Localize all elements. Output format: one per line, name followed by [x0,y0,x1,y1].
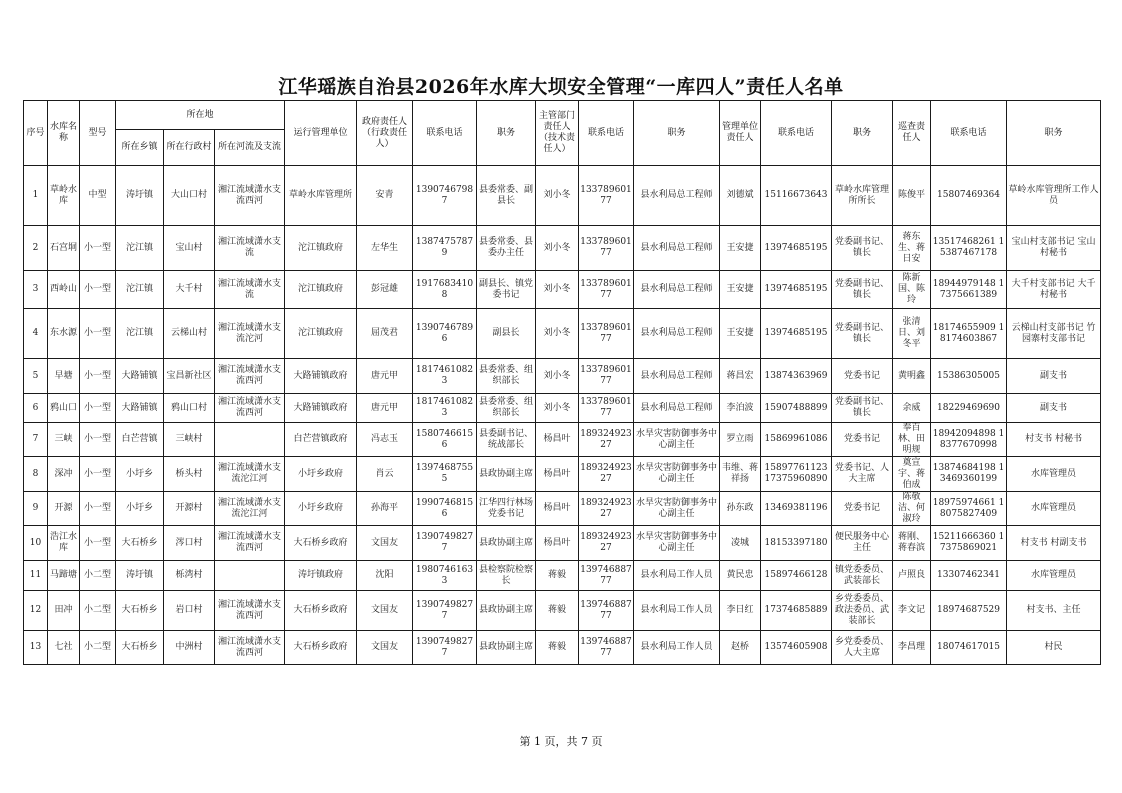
cell-patrol-phone: 18942094898 18377670998 [931,423,1007,457]
cell-patrol-person: 奉百林、田明规 [893,423,931,457]
cell-unit-phone: 13574605908 [761,631,832,665]
cell-unit-phone: 17374685889 [761,591,832,631]
cell-reservoir-name: 深冲 [48,457,80,492]
cell-village: 开源村 [164,492,215,526]
cell-patrol-phone: 18174655909 18174603867 [931,309,1007,359]
cell-patrol-duty: 大千村支部书记 大千村秘书 [1007,271,1101,309]
cell-dept-duty: 县水利局工作人员 [634,591,720,631]
cell-patrol-duty: 副支书 [1007,359,1101,394]
cell-village: 岩口村 [164,591,215,631]
cell-dept-duty: 水旱灾害防御事务中心副主任 [634,492,720,526]
header-type: 型号 [80,101,116,166]
cell-type: 小二型 [80,561,116,591]
cell-operator: 沱江镇政府 [285,226,357,271]
header-patrol-person: 巡查责任人 [893,101,931,166]
cell-dept-phone: 13378960177 [579,394,634,423]
cell-seq: 4 [24,309,48,359]
header-gov-phone: 联系电话 [413,101,477,166]
cell-reservoir-name: 西岭山 [48,271,80,309]
cell-seq: 3 [24,271,48,309]
cell-dept-duty: 县水利局工作人员 [634,631,720,665]
cell-dept-person: 刘小冬 [536,166,579,226]
cell-gov-duty: 县委常委、副县长 [477,166,536,226]
cell-unit-duty: 乡党委委员、政法委员、武装部长 [832,591,893,631]
cell-seq: 10 [24,526,48,561]
cell-type: 小一型 [80,457,116,492]
cell-river: 湘江流域潇水支流西河 [215,631,285,665]
cell-river: 湘江流域潇水支流西河 [215,166,285,226]
cell-patrol-person: 蒋刚、蒋春滨 [893,526,931,561]
header-reservoir-name: 水库名称 [48,101,80,166]
cell-village: 栎湾村 [164,561,215,591]
cell-river: 湘江流域潇水支流西河 [215,526,285,561]
cell-unit-person: 孙东政 [720,492,761,526]
cell-township: 大路铺镇 [116,394,164,423]
cell-seq: 1 [24,166,48,226]
cell-reservoir-name: 田冲 [48,591,80,631]
cell-reservoir-name: 七社 [48,631,80,665]
cell-patrol-person: 陈新国、陈玲 [893,271,931,309]
cell-unit-duty: 党委书记、人大主席 [832,457,893,492]
cell-seq: 5 [24,359,48,394]
cell-unit-phone: 13469381196 [761,492,832,526]
cell-seq: 6 [24,394,48,423]
cell-village: 鸦山口村 [164,394,215,423]
cell-gov-person: 冯志玉 [357,423,413,457]
cell-patrol-duty: 草岭水库管理所工作人员 [1007,166,1101,226]
cell-unit-phone: 13974685195 [761,226,832,271]
cell-unit-person: 黄民忠 [720,561,761,591]
cell-village: 涔口村 [164,526,215,561]
document-title: 江华瑶族自治县2026年水库大坝安全管理“一库四人”责任人名单 [278,76,844,98]
cell-dept-duty: 水旱灾害防御事务中心副主任 [634,423,720,457]
cell-gov-person: 屈茂君 [357,309,413,359]
cell-gov-phone: 13907467896 [413,309,477,359]
cell-reservoir-name: 浩江水库 [48,526,80,561]
cell-gov-phone: 13907498277 [413,526,477,561]
cell-gov-person: 文国友 [357,591,413,631]
table-row [24,394,1101,423]
cell-patrol-phone: 18975974661 18075827409 [931,492,1007,526]
cell-gov-phone: 13907498277 [413,591,477,631]
cell-township: 沱江镇 [116,271,164,309]
cell-dept-duty: 县水利局总工程师 [634,394,720,423]
cell-operator: 白芒营镇政府 [285,423,357,457]
table-row [24,561,1101,591]
responsibility-table [23,100,1101,665]
cell-village: 宝山村 [164,226,215,271]
table-body [24,166,1101,665]
cell-gov-duty: 县政协副主席 [477,591,536,631]
cell-type: 小二型 [80,591,116,631]
cell-village: 宝昌新社区 [164,359,215,394]
cell-type: 小一型 [80,423,116,457]
cell-reservoir-name: 东水源 [48,309,80,359]
cell-river: 湘江流域潇水支流沱江河 [215,492,285,526]
cell-unit-person: 王安捷 [720,271,761,309]
cell-dept-person: 杨昌叶 [536,423,579,457]
cell-patrol-person: 陈俊平 [893,166,931,226]
cell-village: 大山口村 [164,166,215,226]
table-row [24,359,1101,394]
header-river: 所在河流及支流 [215,130,285,166]
header-unit-person: 管理单位责任人 [720,101,761,166]
cell-gov-duty: 江华四行林场党委书记 [477,492,536,526]
cell-gov-phone: 15807466156 [413,423,477,457]
table-row [24,226,1101,271]
cell-patrol-person: 卢照良 [893,561,931,591]
cell-unit-person: 韦维、蒋祥扬 [720,457,761,492]
cell-patrol-phone: 15386305005 [931,359,1007,394]
cell-village: 大千村 [164,271,215,309]
cell-patrol-duty: 村支书、主任 [1007,591,1101,631]
cell-dept-phone: 13378960177 [579,226,634,271]
cell-dept-duty: 县水利局总工程师 [634,226,720,271]
cell-gov-phone: 13974687555 [413,457,477,492]
cell-river [215,423,285,457]
cell-reservoir-name: 草岭水库 [48,166,80,226]
cell-patrol-person: 张清日、刘冬平 [893,309,931,359]
cell-seq: 2 [24,226,48,271]
cell-reservoir-name: 开源 [48,492,80,526]
cell-patrol-phone: 18944979148 17375661389 [931,271,1007,309]
cell-patrol-phone: 18974687529 [931,591,1007,631]
cell-dept-phone: 13378960177 [579,309,634,359]
cell-dept-phone: 18932492327 [579,457,634,492]
cell-river: 湘江流域潇水支流 [215,226,285,271]
header-patrol-phone: 联系电话 [931,101,1007,166]
cell-gov-duty: 县政协副主席 [477,526,536,561]
cell-operator: 大石桥乡政府 [285,631,357,665]
cell-unit-person: 刘德斌 [720,166,761,226]
cell-gov-phone: 13907498277 [413,631,477,665]
header-gov-duty: 职务 [477,101,536,166]
cell-type: 小二型 [80,631,116,665]
cell-dept-person: 蒋毅 [536,591,579,631]
cell-operator: 草岭水库管理所 [285,166,357,226]
cell-township: 小圩乡 [116,492,164,526]
cell-dept-duty: 县水利局总工程师 [634,359,720,394]
cell-river [215,561,285,591]
cell-gov-duty: 县委常委、组织部长 [477,359,536,394]
cell-unit-phone: 15116673643 [761,166,832,226]
cell-dept-duty: 水旱灾害防御事务中心副主任 [634,526,720,561]
cell-type: 小一型 [80,526,116,561]
cell-reservoir-name: 三峡 [48,423,80,457]
cell-type: 小一型 [80,309,116,359]
cell-river: 湘江流域潇水支流西河 [215,394,285,423]
cell-unit-duty: 党委副书记、镇长 [832,271,893,309]
cell-patrol-duty: 副支书 [1007,394,1101,423]
cell-township: 小圩乡 [116,457,164,492]
cell-gov-duty: 副县长 [477,309,536,359]
cell-patrol-phone: 15807469364 [931,166,1007,226]
cell-patrol-duty: 水库管理员 [1007,457,1101,492]
cell-unit-duty: 乡党委委员、人大主席 [832,631,893,665]
cell-unit-duty: 党委副书记、镇长 [832,226,893,271]
cell-patrol-duty: 村支书 村秘书 [1007,423,1101,457]
cell-unit-duty: 便民服务中心主任 [832,526,893,561]
cell-dept-person: 刘小冬 [536,271,579,309]
cell-reservoir-name: 早塘 [48,359,80,394]
cell-dept-phone: 13974688777 [579,591,634,631]
cell-patrol-duty: 村民 [1007,631,1101,665]
cell-patrol-phone: 18229469690 [931,394,1007,423]
cell-patrol-person: 陈敬洁、何淑玲 [893,492,931,526]
cell-township: 沱江镇 [116,309,164,359]
cell-dept-person: 刘小冬 [536,226,579,271]
cell-gov-phone: 19807461633 [413,561,477,591]
cell-unit-phone: 15869961086 [761,423,832,457]
cell-unit-phone: 15907488899 [761,394,832,423]
header-dept-person: 主管部门责任人（技术责任人） [536,101,579,166]
cell-patrol-duty: 水库管理员 [1007,492,1101,526]
cell-dept-phone: 13378960177 [579,359,634,394]
cell-river: 湘江流域潇水支流西河 [215,591,285,631]
cell-dept-person: 蒋毅 [536,631,579,665]
cell-gov-person: 彭冠雄 [357,271,413,309]
cell-patrol-person: 李文记 [893,591,931,631]
header-seq: 序号 [24,101,48,166]
header-dept-phone: 联系电话 [579,101,634,166]
cell-seq: 12 [24,591,48,631]
cell-township: 白芒营镇 [116,423,164,457]
cell-patrol-phone: 15211666360 17375869021 [931,526,1007,561]
cell-seq: 9 [24,492,48,526]
cell-unit-duty: 党委副书记、镇长 [832,309,893,359]
cell-patrol-person: 蒋东生、蒋日安 [893,226,931,271]
cell-river: 湘江流域潇水支流沱江河 [215,457,285,492]
cell-dept-person: 刘小冬 [536,359,579,394]
cell-township: 大石桥乡 [116,591,164,631]
cell-gov-duty: 县政协副主席 [477,631,536,665]
cell-township: 大石桥乡 [116,631,164,665]
cell-unit-duty: 党委副书记、镇长 [832,394,893,423]
header-operator: 运行管理单位 [285,101,357,166]
cell-unit-person: 李日红 [720,591,761,631]
cell-gov-phone: 19907468156 [413,492,477,526]
cell-unit-phone: 13974685195 [761,309,832,359]
cell-unit-duty: 党委书记 [832,359,893,394]
cell-patrol-person: 奠宣宇、蒋伯成 [893,457,931,492]
table-row [24,591,1101,631]
cell-dept-phone: 18932492327 [579,492,634,526]
cell-seq: 7 [24,423,48,457]
cell-seq: 11 [24,561,48,591]
cell-township: 大路铺镇 [116,359,164,394]
table-row [24,492,1101,526]
cell-dept-phone: 13378960177 [579,271,634,309]
cell-gov-person: 肖云 [357,457,413,492]
cell-village: 桥头村 [164,457,215,492]
cell-river: 湘江流域潇水支流 [215,271,285,309]
cell-patrol-phone: 13517468261 15387467178 [931,226,1007,271]
cell-dept-phone: 13378960177 [579,166,634,226]
cell-operator: 涛圩镇政府 [285,561,357,591]
cell-reservoir-name: 马蹄塘 [48,561,80,591]
cell-type: 小一型 [80,492,116,526]
cell-type: 中型 [80,166,116,226]
cell-seq: 13 [24,631,48,665]
cell-type: 小一型 [80,271,116,309]
cell-gov-phone: 18174610823 [413,359,477,394]
header-village: 所在行政村 [164,130,215,166]
header-location: 所在地 [116,101,285,130]
header-dept-duty: 职务 [634,101,720,166]
cell-patrol-duty: 宝山村支部书记 宝山村秘书 [1007,226,1101,271]
cell-patrol-phone: 13874684198 13469360199 [931,457,1007,492]
cell-operator: 沱江镇政府 [285,309,357,359]
cell-type: 小一型 [80,226,116,271]
cell-unit-duty: 党委书记 [832,423,893,457]
cell-gov-person: 文国友 [357,526,413,561]
header-gov-person: 政府责任人（行政责任人） [357,101,413,166]
cell-reservoir-name: 鸦山口 [48,394,80,423]
cell-township: 涛圩镇 [116,166,164,226]
cell-unit-person: 赵桥 [720,631,761,665]
cell-gov-duty: 县政协副主席 [477,457,536,492]
cell-operator: 大路铺镇政府 [285,359,357,394]
cell-village: 云梯山村 [164,309,215,359]
cell-patrol-person: 李昌理 [893,631,931,665]
cell-unit-duty: 镇党委委员、武装部长 [832,561,893,591]
table-row [24,166,1101,226]
cell-gov-person: 孙海平 [357,492,413,526]
cell-gov-person: 文国友 [357,631,413,665]
cell-operator: 沱江镇政府 [285,271,357,309]
cell-gov-phone: 19176834108 [413,271,477,309]
cell-patrol-phone: 13307462341 [931,561,1007,591]
cell-dept-person: 刘小冬 [536,309,579,359]
table-row [24,457,1101,492]
cell-patrol-duty: 村支书 村副支书 [1007,526,1101,561]
cell-patrol-phone: 18074617015 [931,631,1007,665]
page-footer: 第 1 页，共 7 页 [519,735,603,748]
cell-type: 小一型 [80,359,116,394]
cell-dept-person: 蒋毅 [536,561,579,591]
cell-unit-phone: 13974685195 [761,271,832,309]
table-row [24,631,1101,665]
cell-village: 中洲村 [164,631,215,665]
cell-dept-duty: 县水利局总工程师 [634,271,720,309]
cell-gov-person: 左华生 [357,226,413,271]
cell-dept-duty: 县水利局总工程师 [634,309,720,359]
cell-operator: 大石桥乡政府 [285,591,357,631]
cell-unit-duty: 党委书记 [832,492,893,526]
cell-river: 湘江流域潇水支流西河 [215,359,285,394]
cell-unit-person: 王安捷 [720,309,761,359]
cell-village: 三峡村 [164,423,215,457]
cell-patrol-duty: 水库管理员 [1007,561,1101,591]
cell-gov-duty: 县委常委、县委办主任 [477,226,536,271]
cell-dept-phone: 13974688777 [579,561,634,591]
cell-unit-person: 凌城 [720,526,761,561]
table-row [24,423,1101,457]
cell-unit-person: 蒋昌宏 [720,359,761,394]
cell-dept-person: 杨昌叶 [536,492,579,526]
cell-township: 涛圩镇 [116,561,164,591]
cell-river: 湘江流域潇水支流沱河 [215,309,285,359]
header-patrol-duty: 职务 [1007,101,1101,166]
cell-gov-duty: 县委副书记、统战部长 [477,423,536,457]
cell-unit-phone: 15897761123 17375960890 [761,457,832,492]
cell-township: 大石桥乡 [116,526,164,561]
cell-gov-duty: 县委常委、组织部长 [477,394,536,423]
cell-dept-person: 刘小冬 [536,394,579,423]
cell-patrol-person: 黄明鑫 [893,359,931,394]
header-unit-phone: 联系电话 [761,101,832,166]
header-township: 所在乡镇 [116,130,164,166]
cell-reservoir-name: 石宫垌 [48,226,80,271]
cell-unit-person: 罗立雨 [720,423,761,457]
cell-operator: 大石桥乡政府 [285,526,357,561]
table-row [24,309,1101,359]
cell-dept-duty: 水旱灾害防御事务中心副主任 [634,457,720,492]
cell-gov-person: 沈阳 [357,561,413,591]
cell-operator: 小圩乡政府 [285,457,357,492]
cell-dept-phone: 18932492327 [579,423,634,457]
cell-gov-phone: 13907467987 [413,166,477,226]
table-row [24,526,1101,561]
cell-gov-duty: 副县长、镇党委书记 [477,271,536,309]
cell-patrol-person: 余威 [893,394,931,423]
cell-type: 小一型 [80,394,116,423]
cell-unit-phone: 15897466128 [761,561,832,591]
cell-unit-phone: 18153397180 [761,526,832,561]
cell-gov-duty: 县检察院检察长 [477,561,536,591]
cell-gov-phone: 18174610823 [413,394,477,423]
cell-dept-phone: 18932492327 [579,526,634,561]
cell-patrol-duty: 云梯山村支部书记 竹园寨村支部书记 [1007,309,1101,359]
cell-operator: 大路铺镇政府 [285,394,357,423]
cell-gov-person: 安青 [357,166,413,226]
cell-unit-person: 李泊波 [720,394,761,423]
cell-dept-person: 杨昌叶 [536,457,579,492]
cell-gov-phone: 13874757879 [413,226,477,271]
cell-gov-person: 唐元甲 [357,394,413,423]
cell-township: 沱江镇 [116,226,164,271]
cell-seq: 8 [24,457,48,492]
cell-dept-phone: 13974688777 [579,631,634,665]
table-row [24,271,1101,309]
cell-unit-person: 王安捷 [720,226,761,271]
cell-unit-phone: 13874363969 [761,359,832,394]
cell-dept-person: 杨昌叶 [536,526,579,561]
cell-gov-person: 唐元甲 [357,359,413,394]
cell-operator: 小圩乡政府 [285,492,357,526]
cell-dept-duty: 县水利局工作人员 [634,561,720,591]
header-unit-duty: 职务 [832,101,893,166]
cell-unit-duty: 草岭水库管理所所长 [832,166,893,226]
cell-dept-duty: 县水利局总工程师 [634,166,720,226]
